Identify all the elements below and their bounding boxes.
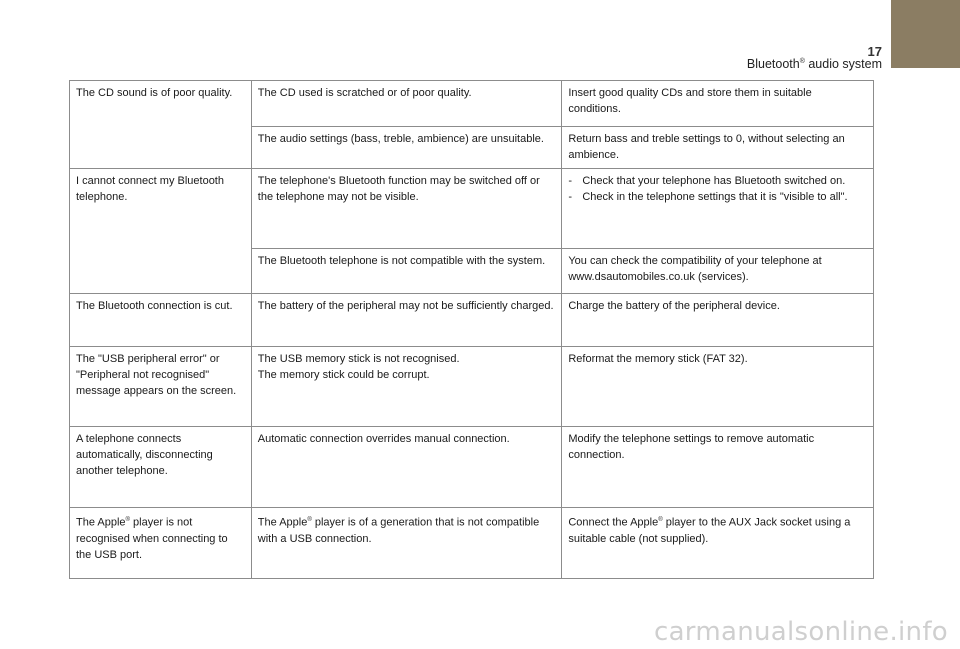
solution-step [568, 189, 867, 205]
problem-cell: The CD sound is of poor quality. [70, 81, 252, 127]
solution-cell: You can check the compatibility of your telephone at www.dsautomobiles.co.uk (services). [562, 249, 874, 294]
page-number: 17 [867, 44, 882, 59]
solution-step [568, 173, 867, 189]
cause-line: The memory stick could be corrupt. [257, 369, 430, 381]
solution-cell: Return bass and treble settings to 0, without selecting an ambience. [562, 127, 874, 169]
solution-cell: Charge the battery of the peripheral device. [562, 294, 874, 347]
chapter-tab [891, 0, 960, 68]
solution-step-text: Check in the telephone settings that it is "visible to all". [582, 191, 848, 203]
cause-cell: The telephone's Bluetooth function may be switched off or the telephone may not be visible. [251, 169, 562, 249]
solution-text-a: Connect the Apple [568, 516, 659, 529]
table-row [70, 347, 874, 427]
cause-line: The USB memory stick is not recognised. [257, 353, 460, 365]
table-row [70, 127, 874, 169]
cause-cell: Automatic connection overrides manual connection. [251, 427, 562, 508]
problem-cell: The "USB peripheral error" or "Peripheral not recognised" message appears on the screen. [70, 347, 252, 427]
cause-cell [251, 347, 562, 427]
section-title-main: Bluetooth [746, 57, 800, 71]
solution-cell: Insert good quality CDs and store them in suitable conditions. [562, 81, 874, 127]
problem-cell: A telephone connects automatically, disconnecting another telephone. [70, 427, 252, 508]
cause-cell: The CD used is scratched or of poor quality. [251, 81, 562, 127]
solution-cell [562, 508, 874, 579]
cause-text-b: player is of a generation that is not compatible with a USB connection. [257, 516, 540, 545]
cause-cell [251, 508, 562, 579]
table-row [70, 81, 874, 127]
dash-bullet: - [568, 175, 572, 187]
footer [0, 611, 960, 649]
registered-mark: ® [799, 57, 805, 65]
solution-cell: Modify the telephone settings to remove automatic connection. [562, 427, 874, 508]
problem-cell-empty [70, 127, 252, 169]
problem-cell [70, 508, 252, 579]
watermark-text: carmanualsonline.info [653, 617, 948, 647]
table-row [70, 508, 874, 579]
registered-mark: ® [125, 517, 130, 523]
problem-text-b: player is not recognised when connecting to the USB port. [76, 516, 228, 561]
solution-cell [562, 169, 874, 249]
troubleshooting-table [69, 80, 874, 579]
cause-cell: The audio settings (bass, treble, ambience) are unsuitable. [251, 127, 562, 169]
cause-cell: The Bluetooth telephone is not compatible with the system. [251, 249, 562, 294]
table-row [70, 169, 874, 249]
solution-text-b: player to the AUX Jack socket using a suitable cable (not supplied). [568, 516, 851, 545]
solution-step-text: Check that your telephone has Bluetooth switched on. [582, 175, 846, 187]
problem-cell: The Bluetooth connection is cut. [70, 294, 252, 347]
problem-text-a: The Apple [76, 516, 126, 529]
section-title-rest: audio system [804, 57, 882, 71]
solution-cell: Reformat the memory stick (FAT 32). [562, 347, 874, 427]
table-row [70, 294, 874, 347]
problem-cell-empty [70, 249, 252, 294]
dash-bullet: - [568, 191, 572, 203]
registered-mark: ® [307, 517, 312, 523]
cause-cell: The battery of the peripheral may not be sufficiently charged. [251, 294, 562, 347]
section-title [747, 57, 882, 71]
problem-cell: I cannot connect my Bluetooth telephone. [70, 169, 252, 249]
cause-text-a: The Apple [257, 516, 308, 529]
registered-mark: ® [658, 517, 663, 523]
table-row [70, 427, 874, 508]
table-row [70, 249, 874, 294]
